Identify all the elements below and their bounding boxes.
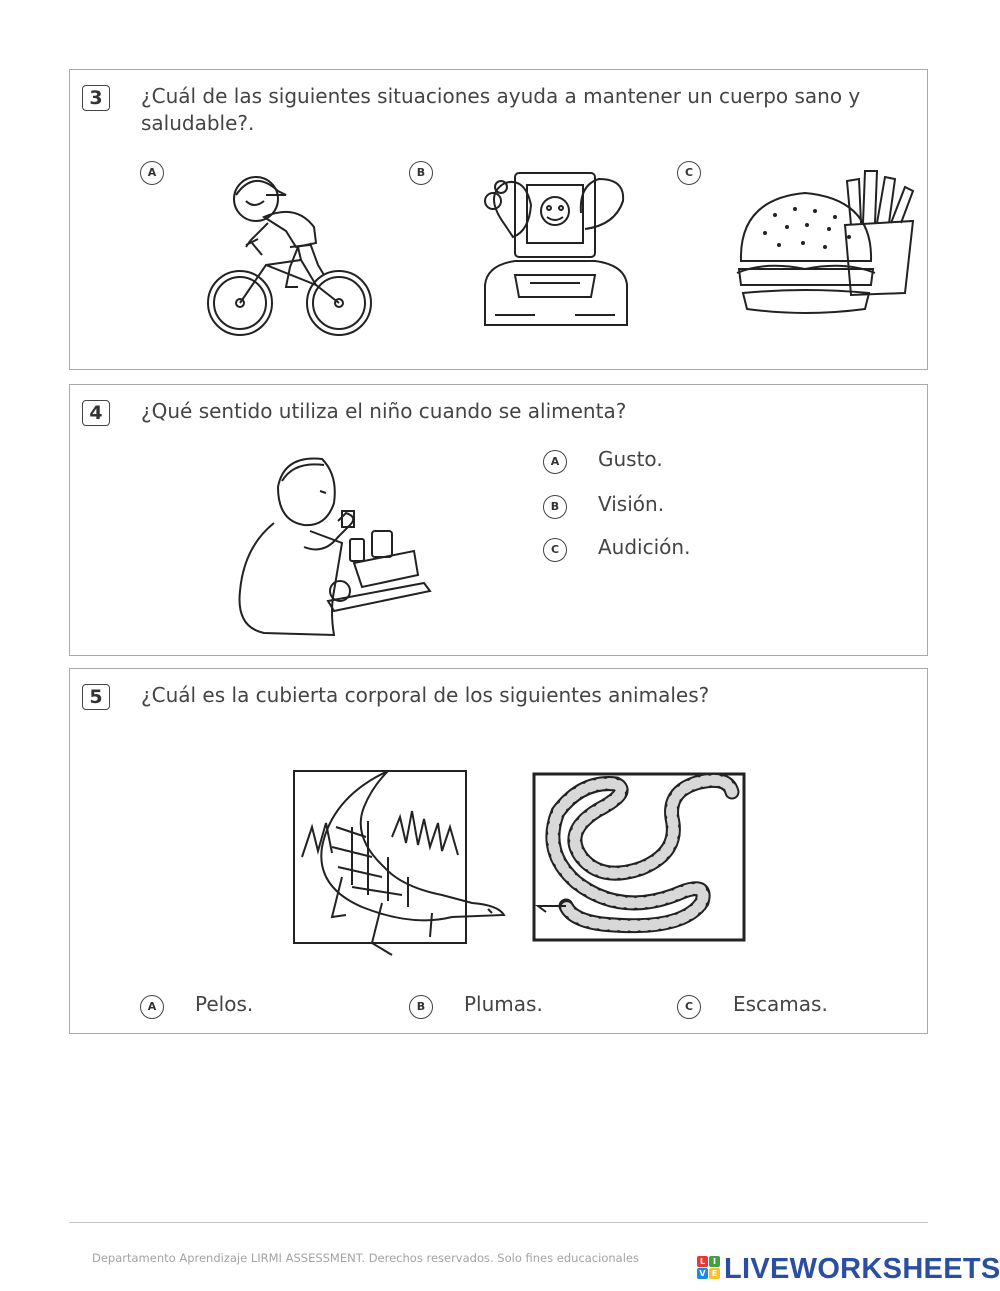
question-number: 4 bbox=[82, 400, 110, 426]
option-c-label[interactable]: Escamas. bbox=[733, 992, 828, 1016]
question-5-card bbox=[69, 668, 928, 1034]
option-c-marker[interactable]: C bbox=[543, 538, 567, 562]
children-computer-image[interactable] bbox=[475, 165, 635, 333]
snake-image bbox=[532, 772, 750, 944]
option-b-marker[interactable]: B bbox=[409, 995, 433, 1019]
option-b-marker[interactable]: B bbox=[543, 495, 567, 519]
question-text: ¿Cuál es la cubierta corporal de los siguientes animales? bbox=[141, 683, 710, 707]
logo-text: LIVEWORKSHEETS bbox=[724, 1253, 1000, 1285]
logo-mark-icon bbox=[697, 1256, 721, 1280]
footer-divider bbox=[69, 1222, 928, 1223]
option-a-label[interactable]: Pelos. bbox=[195, 992, 254, 1016]
question-text: ¿Cuál de las siguientes situaciones ayuda a mantener un cuerpo sano y saludable?. bbox=[141, 84, 861, 135]
option-c-marker[interactable]: C bbox=[677, 161, 701, 185]
child-eating-image bbox=[234, 451, 430, 641]
option-a-marker[interactable]: A bbox=[543, 450, 567, 474]
option-b-marker[interactable]: B bbox=[409, 161, 433, 185]
footer-copyright: Departamento Aprendizaje LIRMI ASSESSMENT. Derechos reservados. Solo fines educacionales bbox=[92, 1251, 639, 1265]
option-b-label[interactable]: Plumas. bbox=[464, 992, 543, 1016]
question-4-card bbox=[69, 384, 928, 656]
logo-letter-v: V bbox=[697, 1268, 708, 1279]
question-text: ¿Qué sentido utiliza el niño cuando se alimenta? bbox=[141, 399, 627, 423]
option-c-marker[interactable]: C bbox=[677, 995, 701, 1019]
logo-letter-l: L bbox=[697, 1256, 708, 1267]
option-b-label[interactable]: Visión. bbox=[598, 492, 665, 516]
option-c-label[interactable]: Audición. bbox=[598, 535, 691, 559]
option-a-marker[interactable]: A bbox=[140, 995, 164, 1019]
option-a-label[interactable]: Gusto. bbox=[598, 447, 663, 471]
child-bicycle-image[interactable] bbox=[206, 165, 376, 345]
logo-letter-e: E bbox=[709, 1268, 720, 1279]
logo-letter-i: I bbox=[709, 1256, 720, 1267]
crocodile-image bbox=[292, 767, 508, 963]
hamburger-fries-image[interactable] bbox=[735, 165, 915, 325]
question-number: 3 bbox=[82, 85, 110, 111]
option-a-marker[interactable]: A bbox=[140, 161, 164, 185]
question-number: 5 bbox=[82, 684, 110, 710]
question-3-card bbox=[69, 69, 928, 370]
